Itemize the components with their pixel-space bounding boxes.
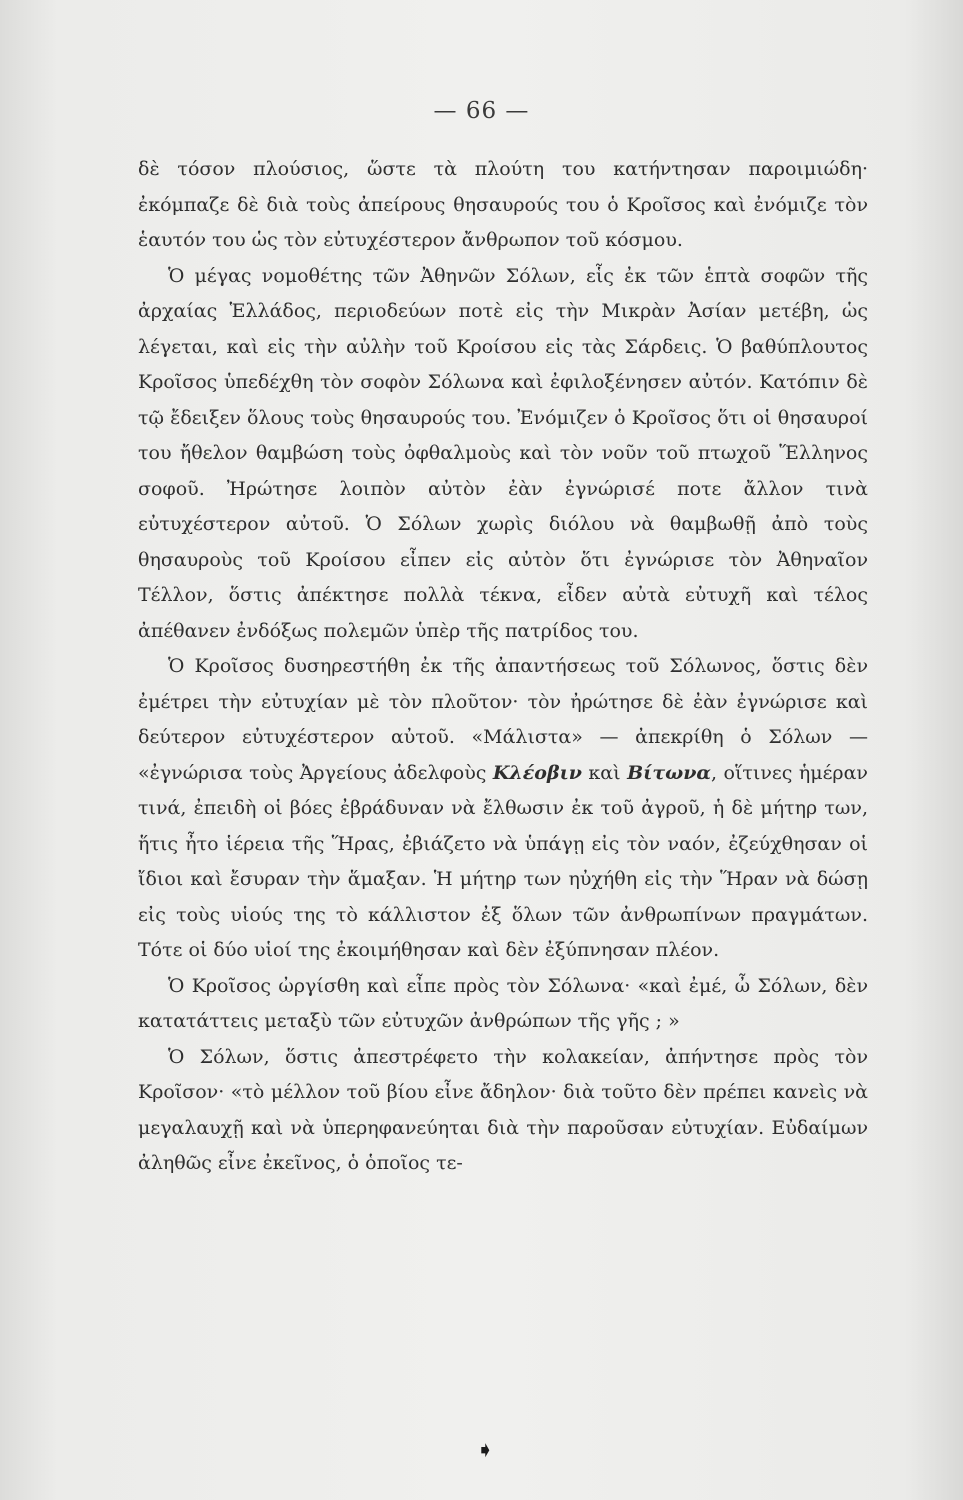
paragraph-3 bbox=[138, 649, 868, 969]
relative-clause: , οἵτινες bbox=[711, 761, 799, 784]
catchword-mark: ➧ bbox=[476, 1438, 495, 1463]
page-number: — 66 — bbox=[433, 98, 530, 124]
conjunction: καὶ bbox=[581, 761, 628, 784]
paragraph-1: δὲ τόσον πλούσιος, ὥστε τὰ πλούτη του κατήντησαν παροιμιώδη· ἐκόμπαζε δὲ διὰ τοὺς ἀπείρους θησαυρούς του ὁ Κροῖσος καὶ ἐνόμιζε τὸν ἑαυτόν του ὡς τὸν εὐτυχέστερον ἄνθρωπον τοῦ κόσμου. bbox=[138, 158, 868, 251]
name-biton: Βίτωνα bbox=[627, 761, 711, 784]
paragraph-2: Ὁ μέγας νομοθέτης τῶν Ἀθηνῶν Σόλων, εἷς ἐκ τῶν ἑπτὰ σοφῶν τῆς ἀρχαίας Ἑλλάδος, περιοδεύων ποτὲ εἰς τὴν Μικρὰν Ἀσίαν μετέβη, ὡς λέγεται, καὶ εἰς τὴν αὐλὴν τοῦ Κροίσου εἰς τὰς Σάρδεις. Ὁ βαθύπλουτος Κροῖσος ὑπεδέχθη τὸν σοφὸν Σόλωνα καὶ ἐφιλοξένησεν αὐτόν. Κατόπιν δὲ τῷ ἔδειξεν ὅλους τοὺς θησαυρούς του. Ἐνόμιζεν ὁ Κροῖσος ὅτι οἱ θησαυροί του ἤθελον θαμβώση τοὺς ὀφθαλμοὺς καὶ τὸν νοῦν τοῦ πτωχοῦ Ἕλληνος σοφοῦ. Ἠρώτησε λοιπὸν αὐτὸν ἐὰν ἐγνώρισέ ποτε ἄλλον τινὰ εὐτυχέστερον αὐτοῦ. Ὁ Σόλων χωρὶς διόλου νὰ θαμβωθῇ ἀπὸ τοὺς θησαυροὺς τοῦ Κροίσου εἶπεν εἰς αὐτὸν ὅτι ἐγνώρισε τὸν Ἀθηναῖον Τέλλον, ὅστις ἀπέκτησε πολλὰ τέκνα, εἶδεν αὐτὰ εὐτυχῆ καὶ τέλος ἀπέθανεν ἐνδόξως πολεμῶν ὑπὲρ τῆς πατρίδος του. bbox=[138, 264, 868, 642]
body-text bbox=[138, 152, 868, 1182]
paragraph-5: Ὁ Σόλων, ὅστις ἀπεστρέφετο τὴν κολακείαν, ἀπήντησε πρὸς τὸν Κροῖσον· «τὸ μέλλον τοῦ βίου εἶνε ἄδηλον· διὰ τοῦτο δὲν πρέπει κανεὶς νὰ μεγαλαυχῇ καὶ νὰ ὑπερηφανεύηται διὰ τὴν παροῦσαν εὐτυχίαν. Εὐδαίμων ἀληθῶς εἶνε ἐκεῖνος, ὁ ὁποῖος τε- bbox=[138, 1045, 868, 1174]
paragraph-4: Ὁ Κροῖσος ὠργίσθη καὶ εἶπε πρὸς τὸν Σόλωνα· «καὶ ἐμέ, ὦ Σόλων, δὲν κατατάττεις μεταξὺ τῶν εὐτυχῶν ἀνθρώπων τῆς γῆς ; » bbox=[138, 974, 868, 1032]
paragraph-3-start: Ὁ Κροῖσος δυσηρεστήθη ἐκ τῆς ἀπαντήσεως τοῦ Σόλωνος, ὅστις δὲν ἐμέτρει τὴν εὐτυχίαν μὲ τὸν πλοῦτον· τὸν ἠρώτησε δὲ ἐὰν ἐγνώρισε καὶ δεύτερον εὐτυχέστερον αὐτοῦ. «Μάλιστα» — ἀπεκρίθη ὁ Σόλων — «ἐγνώρισα τοὺς Ἀργείους ἀδελφοὺς bbox=[138, 655, 868, 784]
paragraph-3-end: ἡμέραν τινά, ἐπειδὴ οἱ βόες ἐβράδυναν νὰ ἔλθωσιν ἐκ τοῦ ἀγροῦ, ἡ δὲ μήτηρ των, ἥτις ἦτο ἱέρεια τῆς Ἥρας, ἐβιάζετο νὰ ὑπάγῃ εἰς τὸν ναόν, ἐζεύχθησαν οἱ ἴδιοι καὶ ἔσυραν τὴν ἅμαξαν. Ἡ μήτηρ των ηὐχήθη εἰς τὴν Ἥραν νὰ δώσῃ εἰς τοὺς υἱούς της τὸ κάλλιστον ἐξ ὅλων τῶν ἀνθρωπίνων πραγμάτων. Τότε οἱ δύο υἱοί της ἐκοιμήθησαν καὶ δὲν ἐξύπνησαν πλέον. bbox=[138, 761, 868, 961]
name-kleobis: Κλέοβιν bbox=[492, 761, 582, 784]
